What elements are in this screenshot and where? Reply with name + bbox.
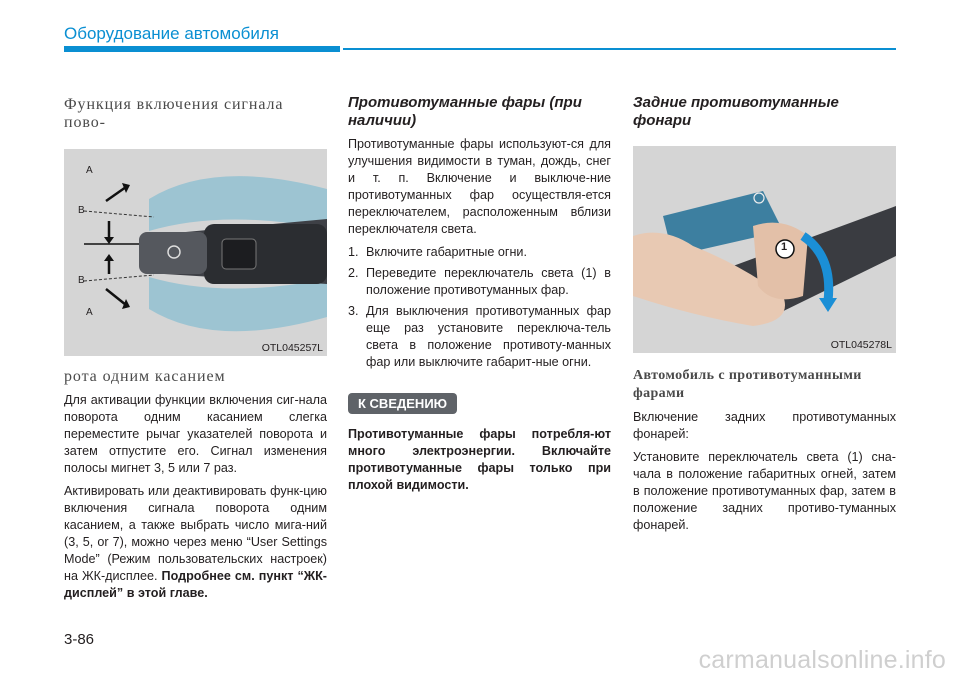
step-number: 1.	[348, 245, 359, 259]
one-touch-paragraph-2	[64, 483, 327, 602]
figure-label-b-bottom: B	[78, 275, 85, 286]
fog-lights-intro: Противотуманные фары используют-ся для улучшения видимости в туман, дождь, снег и т. п. Включение и выключе-ние противотуманных фар осуществля-ется переключателем, расположенным вблизи переключателя света.	[348, 137, 611, 236]
rear-fog-subheading: Автомобиль с противотуманными фарами	[633, 368, 862, 401]
fog-step-2	[348, 265, 611, 299]
rear-fog-figure	[633, 146, 896, 353]
header-bar-thin	[343, 48, 896, 50]
header-title: Оборудование автомобиля	[64, 24, 280, 43]
one-touch-heading-bottom: рота одним касанием	[64, 368, 226, 385]
notice-text: Противотуманные фары потребля-ют много электроэнергии. Включайте противотуманные фары только при плохой видимости.	[348, 427, 611, 492]
header-bar-thick	[64, 46, 340, 52]
one-touch-paragraph-1: Для активации функции включения сиг-нала поворота одним касанием слегка переместите рычаг указателей поворота и затем отпустите его. Сигнал изменения полосы мигнет 3, 5 или 7 раз.	[64, 393, 327, 475]
one-touch-paragraph-2-bold: Подробнее см. пункт “ЖК-дисплей” в этой главе.	[64, 569, 328, 600]
figure-callout-1: 1	[781, 241, 788, 253]
turn-signal-lever-illustration	[64, 149, 327, 356]
page-number: 3-86	[64, 631, 95, 648]
turn-signal-figure	[64, 149, 327, 356]
figure-label-a-bottom: A	[86, 307, 93, 318]
rear-fog-paragraph-2: Установите переключатель света (1) сна-чала в положение габаритных огней, затем в положение противотуманных фар, затем в положение задних противо-туманных фонарей.	[633, 450, 896, 532]
rear-fog-heading: Задние противотуманные фонари	[633, 94, 839, 129]
column-1	[64, 90, 327, 602]
one-touch-heading-top: Функция включения сигнала пово-	[64, 96, 284, 131]
fog-lights-heading: Противотуманные фары (при наличии)	[348, 94, 582, 129]
notice-badge: К СВЕДЕНИЮ	[348, 393, 457, 414]
one-touch-paragraph-2-text: Активировать или деактивировать функ-цию включения сигнала поворота одним касанием, а также выбрать число мига-ний (3, 5, or 7), можно через меню “User Settings Mode” (Режим пользовательских настроек) на ЖК-дисплее.	[64, 484, 327, 583]
step-number: 3.	[348, 304, 359, 318]
step-text: Переведите переключатель света (1) в положение противотуманных фар.	[366, 266, 611, 297]
figure-code: OTL045257L	[261, 342, 323, 354]
step-text: Включите габаритные огни.	[366, 245, 527, 259]
column-2	[348, 90, 611, 494]
rear-fog-switch-illustration	[633, 146, 896, 353]
figure-label-a-top: A	[86, 165, 93, 176]
rear-fog-paragraph-1: Включение задних противотуманных фонарей:	[633, 410, 896, 441]
fog-lights-steps	[348, 244, 611, 371]
column-3	[633, 90, 896, 534]
figure-code: OTL045278L	[830, 339, 892, 351]
fog-step-1	[348, 244, 611, 261]
step-number: 2.	[348, 266, 359, 280]
step-text: Для выключения противотуманных фар еще раз установите переключа-тель света в положение противоту-манных фар или выключите габарит-ные огни.	[366, 304, 611, 369]
figure-label-b-top: B	[78, 205, 85, 216]
watermark: carmanualsonline.info	[698, 646, 946, 674]
fog-step-3	[348, 303, 611, 371]
